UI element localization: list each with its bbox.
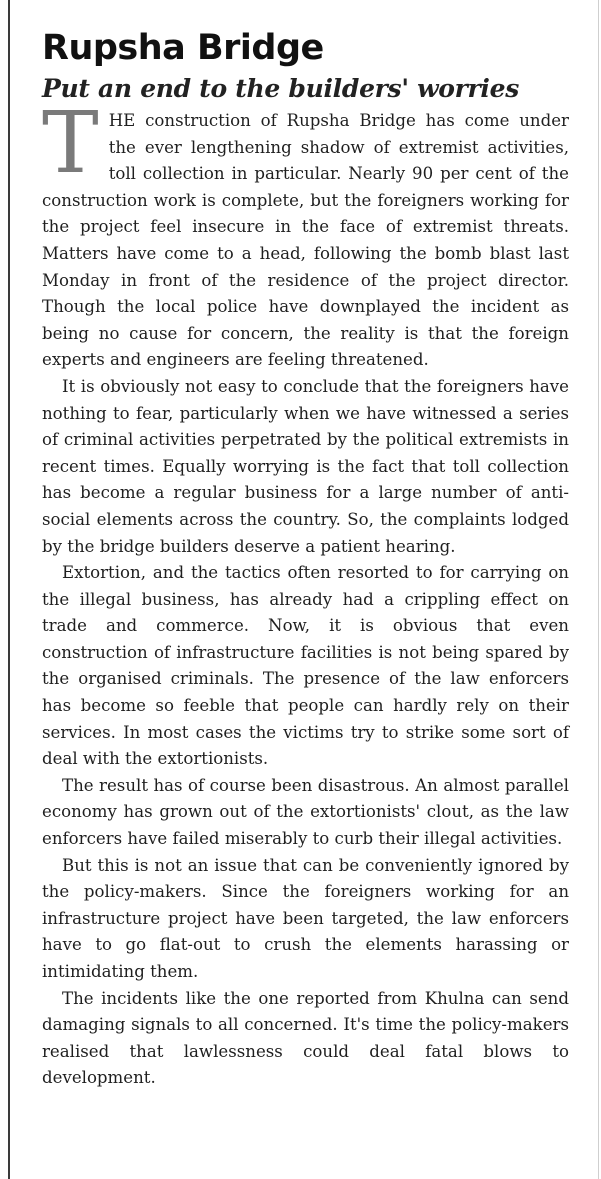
paragraph-1-text: HE construction of Rupsha Bridge has come under the ever lengthening shadow of extremist activities, toll collection in particular. Nearly 90 per cent of the construction work is complete, but the foreigners working for the project feel insecure in the face of extremist threats. Matters have come to a head, following the bomb blast last Monday in front of the residence of the project director. Though the local police have downplayed the incident as being no cause for concern, the reality is that the foreign experts and engineers are feeling threatened. [42, 111, 569, 370]
paragraph-6: The incidents like the one reported from Khulna can send damaging signals to all concerned. It's time the policy-makers realised that lawlessness could deal fatal blows to development. [42, 988, 569, 1088]
paragraph-4: The result has of course been disastrous. An almost parallel economy has grown out of the extortionists' clout, as the law enforcers have failed miserably to curb their illegal activities. [42, 775, 569, 849]
column-rule-left [8, 0, 10, 1179]
headline: Rupsha Bridge [42, 28, 324, 68]
drop-cap: T [42, 94, 99, 193]
paragraph-3: Extortion, and the tactics often resorted to for carrying on the illegal business, has already had a crippling effect on trade and commerce. Now, it is obvious that even construction of infrastructure facilities is not being spared by the organised criminals. The presence of the law enforcers has become so feeble that people can hardly rely on their services. In most cases the victims try to strike some sort of deal with the extortionists. [42, 563, 569, 769]
paragraph-1 [42, 94, 569, 374]
paragraph-2: It is obviously not easy to conclude that the foreigners have nothing to fear, particularly when we have witnessed a series of criminal activities perpetrated by the political extremists in recent times. Equally worrying is the fact that toll collection has become a regular business for a large number of anti-social elements across the country. So, the complaints lodged by the bridge builders deserve a patient hearing. [42, 376, 569, 556]
paragraph-5: But this is not an issue that can be conveniently ignored by the policy-makers. Since the foreigners working for an infrastructure project have been targeted, the law enforcers have to go flat-out to crush the elements harassing or intimidating them. [42, 855, 569, 981]
column-rule-right [598, 0, 599, 1179]
editorial-article [42, 24, 569, 1092]
article-body [42, 94, 569, 1092]
subheadline: Put an end to the builders' worries [42, 74, 519, 103]
